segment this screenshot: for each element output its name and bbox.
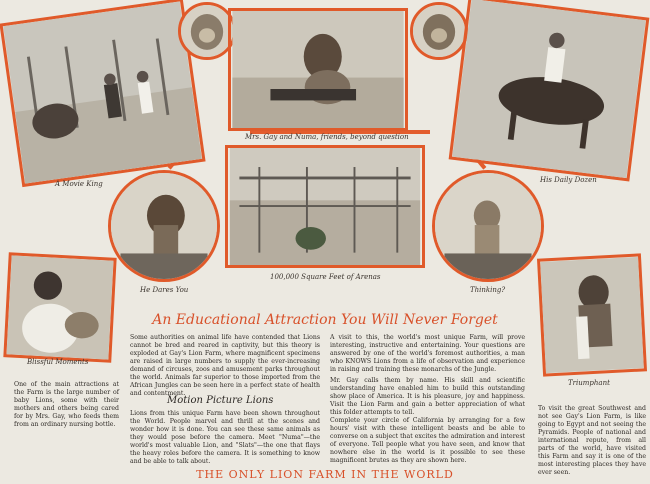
photo-mrs-gay-image [231,11,405,128]
paragraph-col2c: Complete your circle of California by arranging for a few hours' visit with these intelligent beasts and be able to converse on a subject that excites the admiration and interest of everyone. Tell people what you have seen, and know that nowhere else in the world is it possible to see these magnificent brutes as they are shown here. [330,417,525,464]
photo-movie-king [0,0,206,187]
headline: An Educational Attraction You Will Never Forget [152,312,498,328]
photo-daily-dozen-image [452,0,646,178]
photo-thinking-image [435,173,541,279]
caption-mrs-gay: Mrs. Gay and Numa, friends, beyond question [245,133,409,141]
paragraph-left: One of the main attractions at the Farm is the large number of baby Lions, some with their mothers and others being cared for by Mrs. Gay, who feeds them from an ordinary nursing bottle. [14,381,119,428]
photo-blissful-image [6,255,113,359]
photo-he-dares-you [108,170,220,282]
photo-lion-face-right [410,2,468,60]
caption-daily-dozen: His Daily Dozen [540,176,597,184]
photo-movie-king-image [3,1,202,183]
photo-arenas-image [228,148,422,265]
lion-face-image [181,5,233,57]
caption-triumphant: Triumphant [568,379,610,387]
photo-blissful [3,252,116,363]
paragraph-right: To visit the great Southwest and not see Gay's Lion Farm, is like going to Egypt and not seeing the Pyramids. People of national and international repute, from all parts of the world, have visited this Farm and say it is one of the most interesting places they have ever seen. [538,405,646,476]
paragraph-col1a: Some authorities on animal life have contended that Lions cannot be bred and reared in captivity, but this theory is exploded at Gay's Lion Farm, where magnificent specimens are raised in large numbers to supply the ever-increasing demand of circuses, zoos and amusement parks throughout the world. Animals far superior to those imported from the African Jungles can be seen here in a perfect state of health and contentment. [130,334,320,397]
paragraph-col1b: Lions from this unique Farm have been shown throughout the World. People marvel and thrill at the scenes and wonder how it is done. You can see these same animals as they would pose before the camera. Meet "Numa"—the world's most valuable Lion, and "Slats"—the one that flays the heavy roles before the camera. It is something to know and be able to talk about. [130,410,320,465]
subhead-motion-picture: Motion Picture Lions [167,395,274,406]
caption-he-dares: He Dares You [140,286,189,294]
photo-mrs-gay-numa [228,8,408,131]
photo-daily-dozen [449,0,650,181]
footer-title: THE ONLY LION FARM IN THE WORLD [196,468,454,481]
lion-face-image [413,5,465,57]
photo-thinking [432,170,544,282]
caption-blissful: Blissful Moments [27,358,89,366]
photo-arenas [225,145,425,268]
paragraph-col2a: A visit to this, the world's most unique Farm, will prove interesting, instructive and entertaining. Your questions are answered by one of the world's foremost authorities, a man who KNOWS Lions from a life of observation and experience in raising and training these monarchs of the Jungle. [330,334,525,373]
caption-thinking: Thinking? [470,286,506,294]
photo-he-dares-image [111,173,217,279]
paragraph-col2b: Mr. Gay calls them by name. His skill and scientific understanding have enabled him to build this outstanding show place of America. It is his pleasure, joy and happiness. Visit the Lion Farm and gain a better appreciation of what this folder attempts to tell. [330,377,525,416]
caption-arenas: 100,000 Square Feet of Arenas [270,273,381,281]
caption-movie-king: A Movie King [55,180,103,188]
